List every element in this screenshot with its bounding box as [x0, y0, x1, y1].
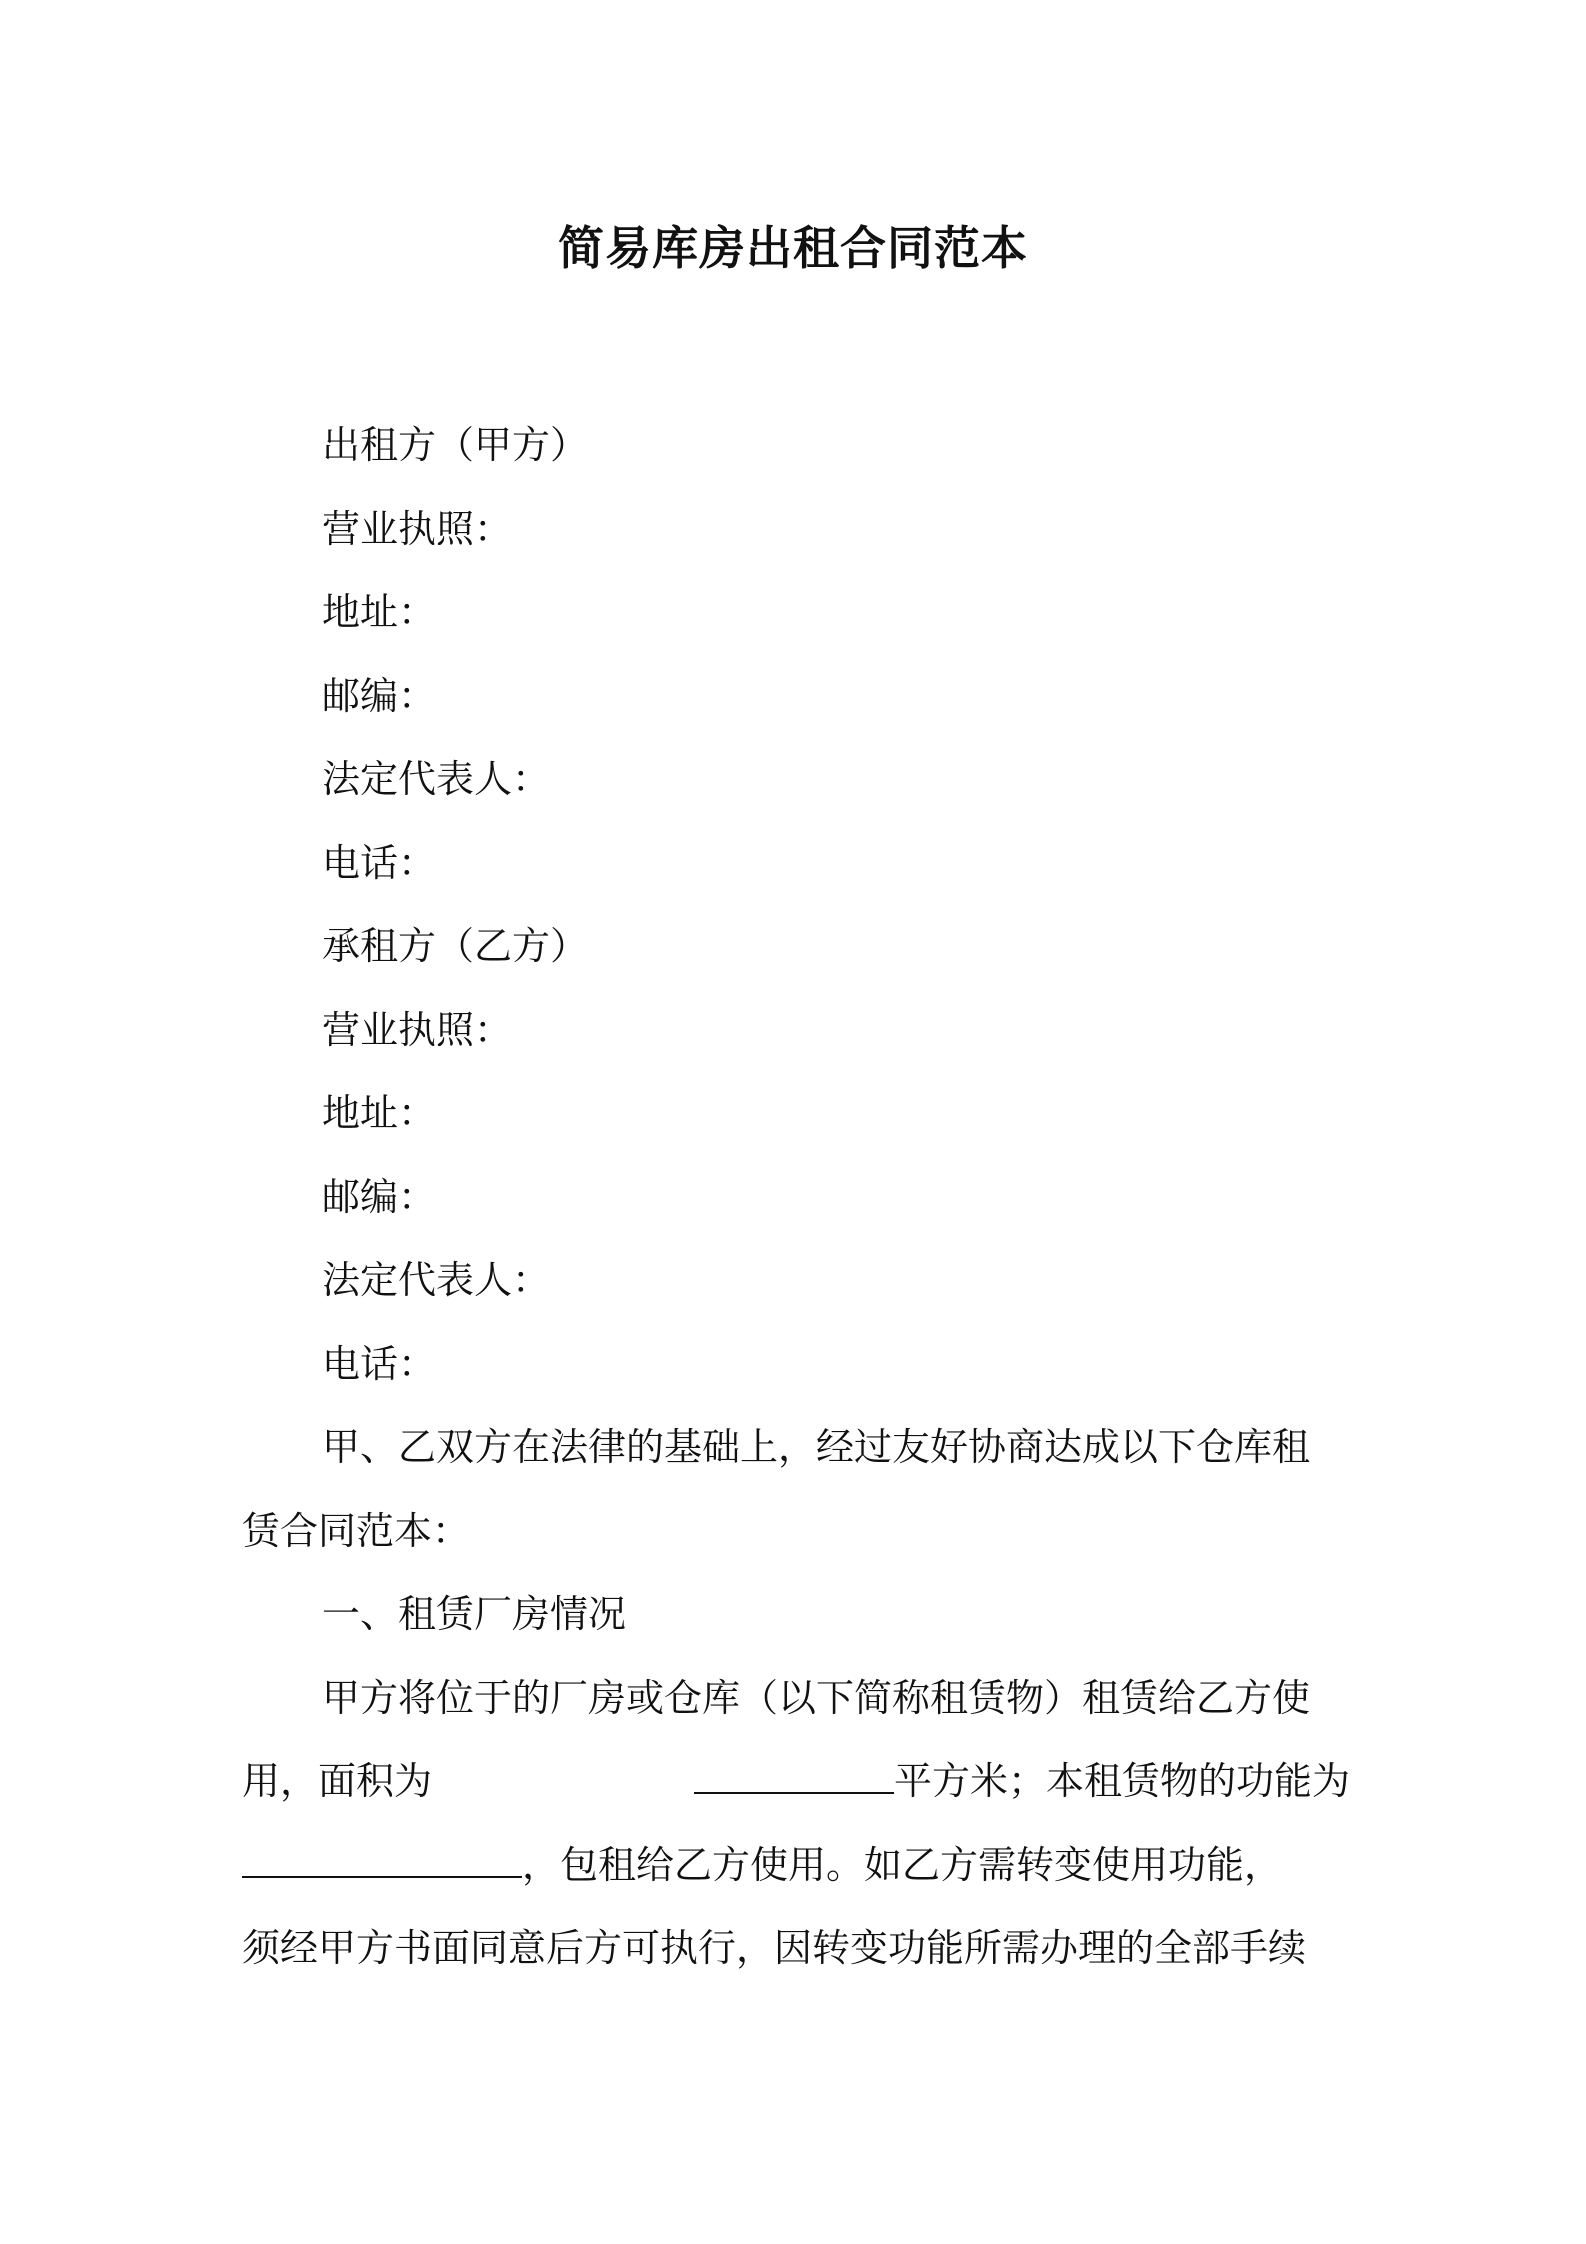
document-title: 简易库房出租合同范本 — [558, 221, 1028, 275]
lessee-postcode-field: 邮编： — [322, 1174, 437, 1219]
lessor-phone-field: 电话： — [322, 840, 437, 885]
lessor-legal-rep-field: 法定代表人： — [322, 757, 551, 801]
lessee-phone-field: 电话： — [322, 1341, 437, 1386]
lessor-license-field: 营业执照： — [322, 506, 513, 551]
section-1-line-3 — [242, 1824, 1350, 1908]
lessee-heading: 承租方（乙方） — [322, 924, 589, 968]
section-1-area-prefix: 用，面积为 — [242, 1759, 433, 1803]
function-blank — [242, 1846, 522, 1878]
area-blank — [694, 1762, 894, 1794]
intro-paragraph-line-1: 甲、乙双方在法律的基础上，经过友好协商达成以下仓库租 — [322, 1425, 1311, 1469]
lessor-heading: 出租方（甲方） — [322, 423, 589, 467]
section-1-line-3-text: ，包租给乙方使用。如乙方需转变使用功能， — [522, 1842, 1283, 1887]
lessor-address-field: 地址： — [322, 590, 437, 634]
section-1-area-group — [694, 1740, 1350, 1824]
lessee-license-field: 营业执照： — [322, 1007, 513, 1052]
section-1-area-suffix: 平方米；本租赁物的功能为 — [893, 1759, 1350, 1803]
section-1-heading: 一、租赁厂房情况 — [322, 1592, 627, 1636]
document-body — [242, 404, 1350, 1991]
lessee-legal-rep-field: 法定代表人： — [322, 1258, 551, 1302]
section-1-line-2 — [242, 1740, 1350, 1824]
lessor-postcode-field: 邮编： — [322, 673, 437, 718]
section-1-line-4: 须经甲方书面同意后方可执行，因转变功能所需办理的全部手续 — [242, 1926, 1307, 1970]
lessee-address-field: 地址： — [322, 1091, 437, 1135]
intro-paragraph-line-2: 赁合同范本： — [242, 1508, 471, 1553]
section-1-line-1: 甲方将位于的厂房或仓库（以下简称租赁物）租赁给乙方使 — [322, 1675, 1311, 1720]
